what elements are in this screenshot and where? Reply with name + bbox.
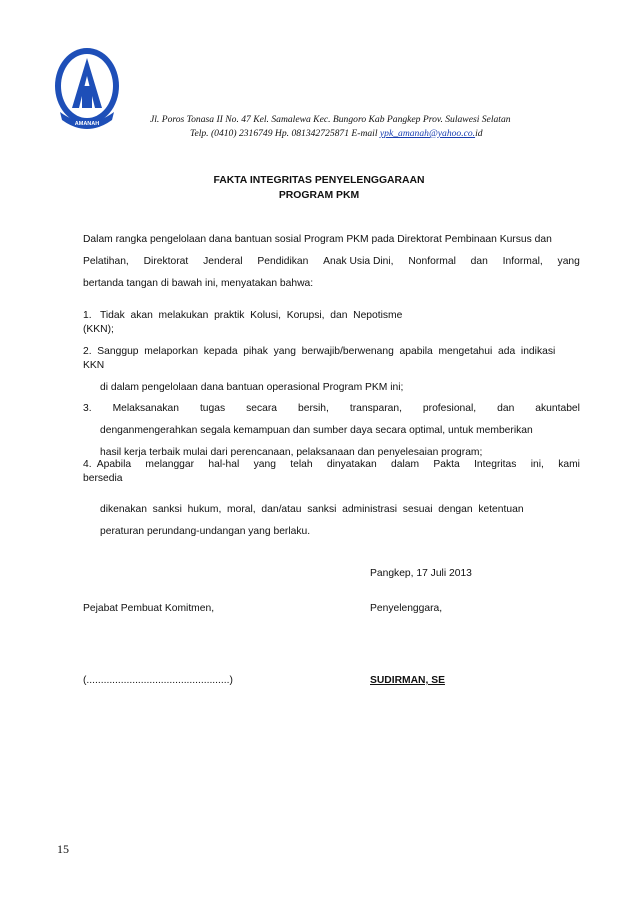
word: Informal, bbox=[502, 256, 543, 267]
word: tugas bbox=[199, 403, 226, 414]
right-signer-role: Penyelenggara, bbox=[370, 603, 443, 614]
word: Jenderal bbox=[203, 256, 243, 267]
page-number: 15 bbox=[57, 842, 69, 856]
word: ini, bbox=[530, 459, 544, 470]
word: dinyatakan bbox=[326, 459, 377, 470]
item3-line3: hasil kerja terbaik mulai dari perencanaan, pelaksanaan dan penyelesaian program; bbox=[100, 447, 483, 458]
document-title-line2: PROGRAM PKM bbox=[278, 190, 360, 201]
item3-line2: denganmengerahkan segala kemampuan dan sumber daya secara optimal, untuk memberikan bbox=[100, 425, 533, 436]
word: 4. Apabila bbox=[83, 459, 132, 470]
right-signer-name: SUDIRMAN, SE bbox=[370, 675, 445, 686]
word: yang bbox=[557, 256, 580, 267]
document-title-line1: FAKTA INTEGRITAS PENYELENGGARAAN bbox=[213, 175, 425, 186]
word: melanggar bbox=[145, 459, 195, 470]
header-email-suffix: id bbox=[475, 128, 483, 139]
word: dalam bbox=[391, 459, 420, 470]
word: Integritas bbox=[474, 459, 517, 470]
word: Anak Usia Dini, bbox=[323, 256, 394, 267]
word: akuntabel bbox=[535, 403, 580, 414]
intro-line1: Dalam rangka pengelolaan dana bantuan sosial Program PKM pada Direktorat Pembinaan Kursus dan bbox=[83, 234, 552, 245]
item2-line2: KKN bbox=[83, 360, 105, 371]
word: secara bbox=[246, 403, 278, 414]
item4-line2: bersedia bbox=[83, 473, 123, 484]
word: 3. bbox=[83, 403, 92, 414]
left-signer-name: (..................................................) bbox=[83, 675, 233, 686]
logo-text: AMANAH bbox=[74, 121, 100, 127]
word: telah bbox=[290, 459, 313, 470]
word: Nonformal bbox=[408, 256, 456, 267]
word: transparan, bbox=[349, 403, 402, 414]
item1-line2: (KKN); bbox=[83, 324, 114, 335]
word: Pendidikan bbox=[257, 256, 309, 267]
item4-line3: dikenakan sanksi hukum, moral, dan/atau sanksi administrasi sesuai dengan ketentuan bbox=[100, 504, 524, 515]
item2-line1: 2. Sanggup melaporkan kepada pihak yang berwajib/berwenang apabila mengetahui ada indikasi bbox=[83, 346, 556, 357]
organization-logo bbox=[52, 46, 122, 132]
intro-line3: bertanda tangan di bawah ini, menyatakan bahwa: bbox=[83, 278, 314, 289]
intro-line2 bbox=[83, 256, 580, 267]
item4-line4: peraturan perundang-undangan yang berlaku. bbox=[100, 526, 311, 537]
word: kami bbox=[558, 459, 580, 470]
left-signer-role: Pejabat Pembuat Komitmen, bbox=[83, 603, 215, 614]
header-email-link[interactable]: ypk_amanah@yahoo.co. bbox=[379, 128, 476, 139]
header-contact-text: Telp. (0410) 2316749 Hp. 081342725871 E-mail bbox=[190, 128, 380, 139]
item1-line1: 1. Tidak akan melakukan praktik Kolusi, Korupsi, dan Nepotisme bbox=[83, 310, 403, 321]
word: Pelatihan, bbox=[83, 256, 129, 267]
header-contact bbox=[190, 128, 483, 139]
word: Direktorat bbox=[143, 256, 189, 267]
item4-line1 bbox=[83, 459, 580, 470]
word: Pakta bbox=[433, 459, 460, 470]
word: hal-hal bbox=[208, 459, 240, 470]
word: bersih, bbox=[297, 403, 329, 414]
word: profesional, bbox=[422, 403, 477, 414]
item3-line1 bbox=[83, 403, 580, 414]
word: dan bbox=[497, 403, 515, 414]
header-address: Jl. Poros Tonasa II No. 47 Kel. Samalewa Kec. Bungoro Kab Pangkep Prov. Sulawesi Selatan bbox=[150, 114, 511, 125]
item2-line3: di dalam pengelolaan dana bantuan operasional Program PKM ini; bbox=[100, 382, 404, 393]
word: dan bbox=[470, 256, 488, 267]
word: Melaksanakan bbox=[112, 403, 179, 414]
word: yang bbox=[253, 459, 276, 470]
place-date: Pangkep, 17 Juli 2013 bbox=[370, 568, 472, 579]
